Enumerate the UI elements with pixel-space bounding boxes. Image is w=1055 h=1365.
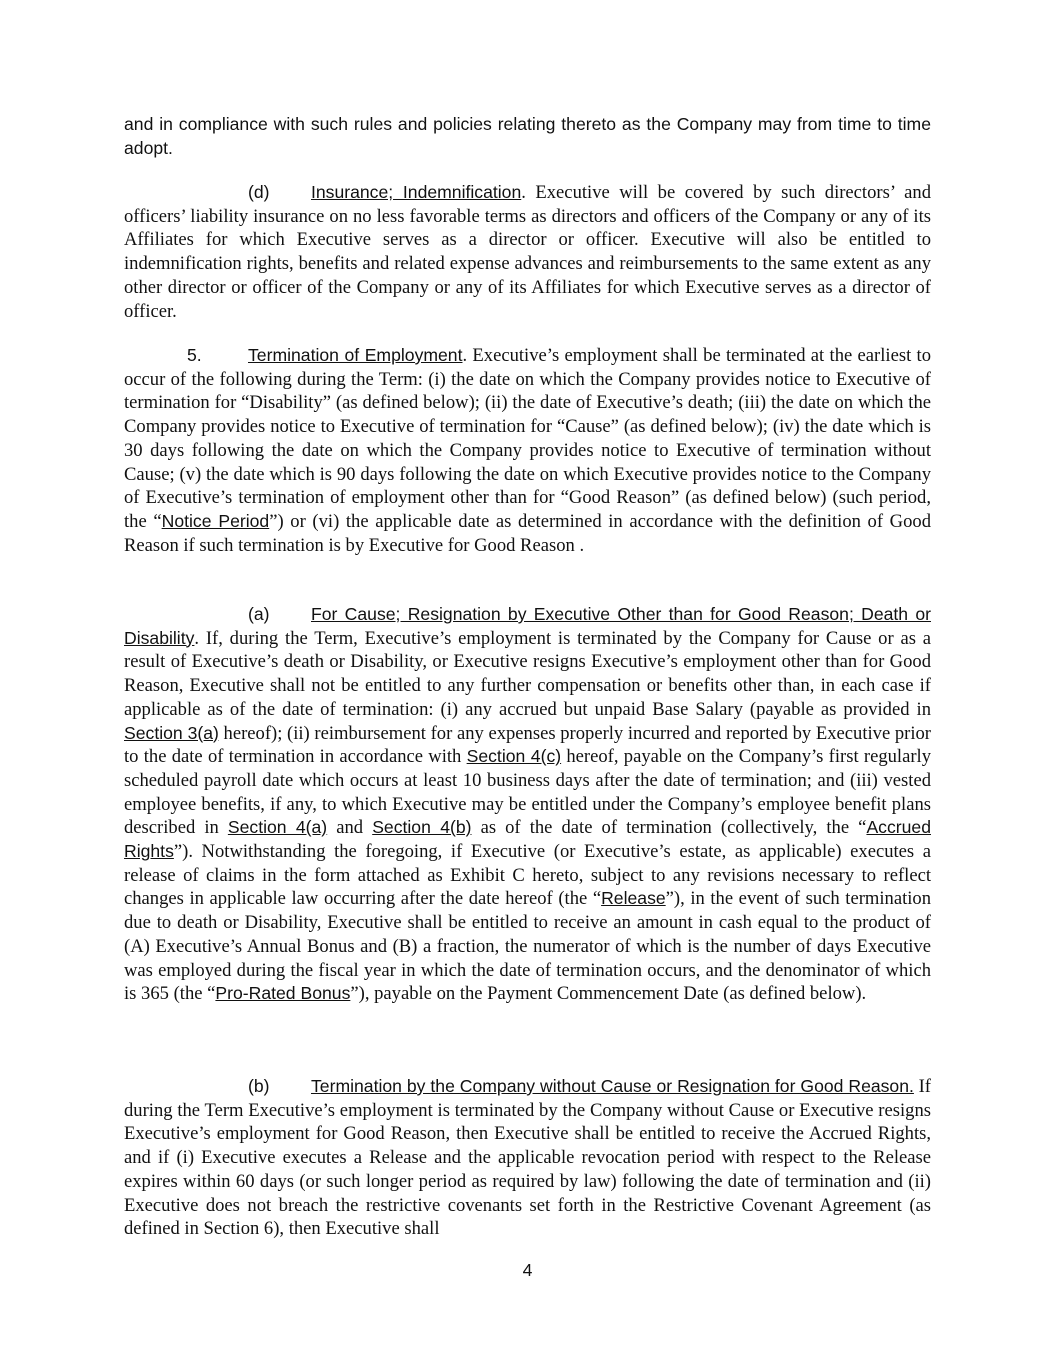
section-label: (b)	[248, 1076, 270, 1096]
section-heading: Termination of Employment	[248, 345, 463, 365]
section-label: 5.	[187, 345, 202, 365]
paragraph-5	[124, 344, 931, 557]
section-reference: Section 4(b)	[372, 817, 472, 838]
paragraph-text: . Executive’s employment shall be terminated at the earliest to occur of the following during the Term: (i) the date on which the Company provides notice to Executive of termination for “Disability” (as defined below); (ii) the date of Executive’s death; (iii) the date on which the Company provides notice to Executive of termination for “Cause” (as defined below); (iv) the date which is 30 days following the date on which the Company provides notice to Executive of termination without Cause; (v) the date which is 90 days following the date on which Executive provides notice to the Company of Executive’s termination of employment other than for “Good Reason” (as defined below) (such period, the “	[124, 345, 931, 532]
section-heading: For Cause; Resignation by Executive Other than for Good Reason; Death or Disability	[124, 604, 931, 648]
paragraph-4d	[124, 181, 931, 323]
paragraph-text: . If, during the Term, Executive’s employment is terminated by the Company for Cause or as a result of Executive’s death or Disability, or Executive resigns Executive’s employment other than for Good Reason, Executive shall not be entitled to any further compensation or benefits other than, in each case if applicable as of the date of termination: (i) any accrued but unpaid Base Salary (payable as provided in	[124, 627, 931, 720]
paragraph-text: If during the Term Executive’s employment is terminated by the Company without Cause or Executive resigns Executive’s employment for Good Reason, then Executive shall be entitled to receive the Accrued Rights, and if (i) Executive executes a Release and the applicable revocation period with respect to the Release expires within 60 days (or such longer period as required by law) following the date of termination and (ii) Executive does not breach the restrictive covenants set forth in the Restrictive Covenant Agreement (as defined in Section 6), then Executive shall	[124, 1076, 931, 1240]
paragraph-text: ”) or (vi) the applicable date as determined in accordance with the definition of Good Reason if such termination is by Executive for Good Reason .	[124, 510, 931, 556]
paragraph-text: hereof); (ii) reimbursement for any expenses properly incurred and reported by Executive prior to the date of termination in accordance with	[124, 722, 931, 768]
section-reference: Section 4(c)	[466, 746, 562, 767]
section-label: (a)	[248, 604, 270, 624]
paragraph-text: ”), payable on the Payment Commencement Date (as defined below).	[350, 983, 867, 1005]
paragraph-text: as of the date of termination (collectively, the “	[471, 817, 867, 839]
paragraph-text: ”). Notwithstanding the foregoing, if Executive (or Executive’s estate, as applicable) executes a release of claims in the form attached as Exhibit C hereto, subject to any revisions necessary to reflect changes in applicable law occurring after the date hereof (the “	[124, 841, 931, 910]
paragraph-text: ”), in the event of such termination due to death or Disability, Executive shall be entitled to receive an amount in cash equal to the product of (A) Executive’s Annual Bonus and (B) a fraction, the numerator of which is the number of days Executive was employed during the fiscal year in which the date of termination occurs, and the denominator of which is 365 (the “	[124, 888, 931, 1005]
section-heading: Insurance; Indemnification	[311, 182, 522, 202]
paragraph-5a	[124, 603, 931, 1006]
section-reference: Section 3(a)	[124, 722, 219, 743]
section-label: (d)	[248, 182, 270, 202]
section-heading: Termination by the Company without Cause or Resignation for Good Reason.	[311, 1076, 914, 1096]
paragraph-text: and in compliance with such rules and policies relating thereto as the Company may from time to time adopt.	[124, 114, 931, 158]
paragraph-text: hereof, payable on the Company’s first regularly scheduled payroll date which occurs at least 10 business days after the date of termination; and (iii) vested employee benefits, if any, to which Executive may be entitled under the Company’s employee benefit plans described in	[124, 746, 931, 839]
section-reference: Section 4(a)	[227, 817, 328, 838]
page-number: 4	[522, 1260, 533, 1280]
defined-term: Accrued Rights	[124, 817, 931, 862]
paragraph-text: . Executive will be covered by such directors’ and officers’ liability insurance on no less favorable terms as directors and officers of the Company or any of its Affiliates for which Executive serves as a director or officer. Executive will also be entitled to indemnification rights, benefits and related expense advances and reimbursements to the same extent as any other director or officer of the Company or any of its Affiliates for which Executive serves as a director of officer.	[124, 182, 931, 322]
defined-term: Pro-Rated Bonus	[215, 983, 351, 1004]
defined-term: Release	[601, 888, 666, 909]
paragraph-text: and	[327, 817, 373, 839]
paragraph-intro	[124, 113, 931, 160]
paragraph-5b	[124, 1075, 931, 1241]
defined-term: Notice Period	[161, 510, 270, 531]
